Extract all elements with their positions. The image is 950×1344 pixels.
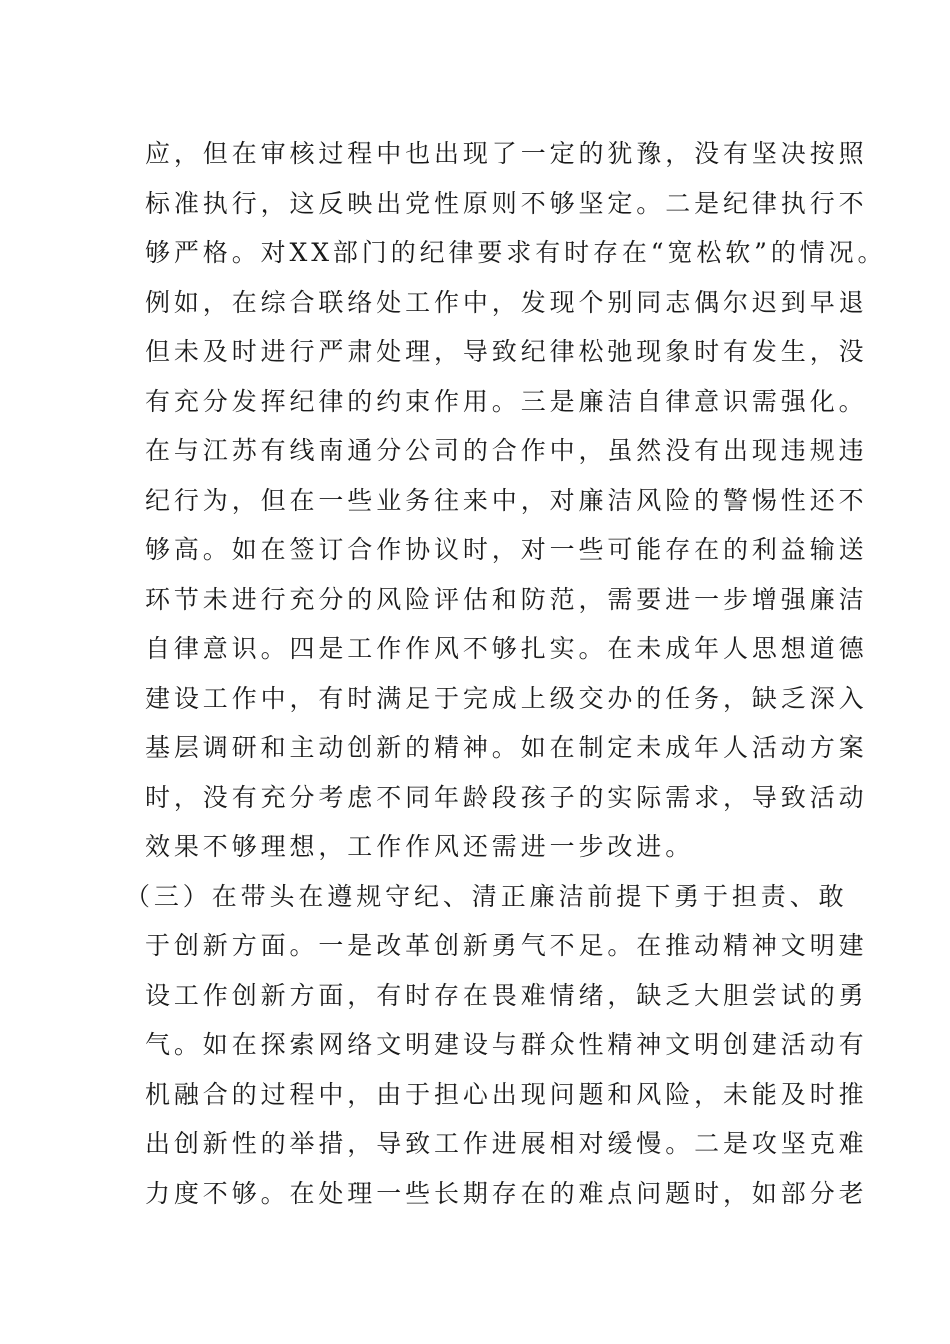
text-line: 气。如在探索网络文明建设与群众性精神文明创建活动有 [145,1030,868,1059]
text-line: 机融合的过程中，由于担心出现问题和风险，未能及时推 [145,1079,868,1109]
text-line: 应，但在审核过程中也出现了一定的犹豫，没有坚决按照 [145,139,868,168]
text-line: 纪行为，但在一些业务往来中，对廉洁风险的警惕性还不 [145,485,868,515]
body-text [125,129,887,1218]
text-line: 力度不够。在处理一些长期存在的难点问题时，如部分老 [145,1178,868,1208]
text-line: 有充分发挥纪律的约束作用。三是廉洁自律意识需强化。 [145,386,868,416]
text-line: 环节未进行充分的风险评估和防范，需要进一步增强廉洁 [145,584,868,614]
text-line: 在与江苏有线南通分公司的合作中，虽然没有出现违规违 [145,436,868,465]
text-line: 标准执行，这反映出党性原则不够坚定。二是纪律执行不 [145,188,868,218]
section-heading-line: （三）在带头在遵规守纪、清正廉洁前提下勇于担责、敢 [125,881,848,911]
text-line: 于创新方面。一是改革创新勇气不足。在推动精神文明建 [145,931,868,960]
text-line: 但未及时进行严肃处理，导致纪律松弛现象时有发生，没 [145,337,868,366]
text-line: 够严格。对XX部门的纪律要求有时存在“宽松软”的情况。 [145,238,887,267]
text-line: 例如，在综合联络处工作中，发现个别同志偶尔迟到早退 [145,287,868,317]
text-line: 出创新性的举措，导致工作进展相对缓慢。二是攻坚克难 [145,1129,868,1158]
text-line: 时，没有充分考虑不同年龄段孩子的实际需求，导致活动 [145,782,868,812]
text-line: 够高。如在签订合作协议时，对一些可能存在的利益输送 [145,535,868,564]
text-line: 设工作创新方面，有时存在畏难情绪，缺乏大胆尝试的勇 [145,980,868,1010]
text-line: 基层调研和主动创新的精神。如在制定未成年人活动方案 [145,733,868,762]
text-line: 效果不够理想，工作作风还需进一步改进。 [145,832,695,861]
text-line: 自律意识。四是工作作风不够扎实。在未成年人思想道德 [145,634,868,663]
text-line: 建设工作中，有时满足于完成上级交办的任务，缺乏深入 [145,683,868,713]
